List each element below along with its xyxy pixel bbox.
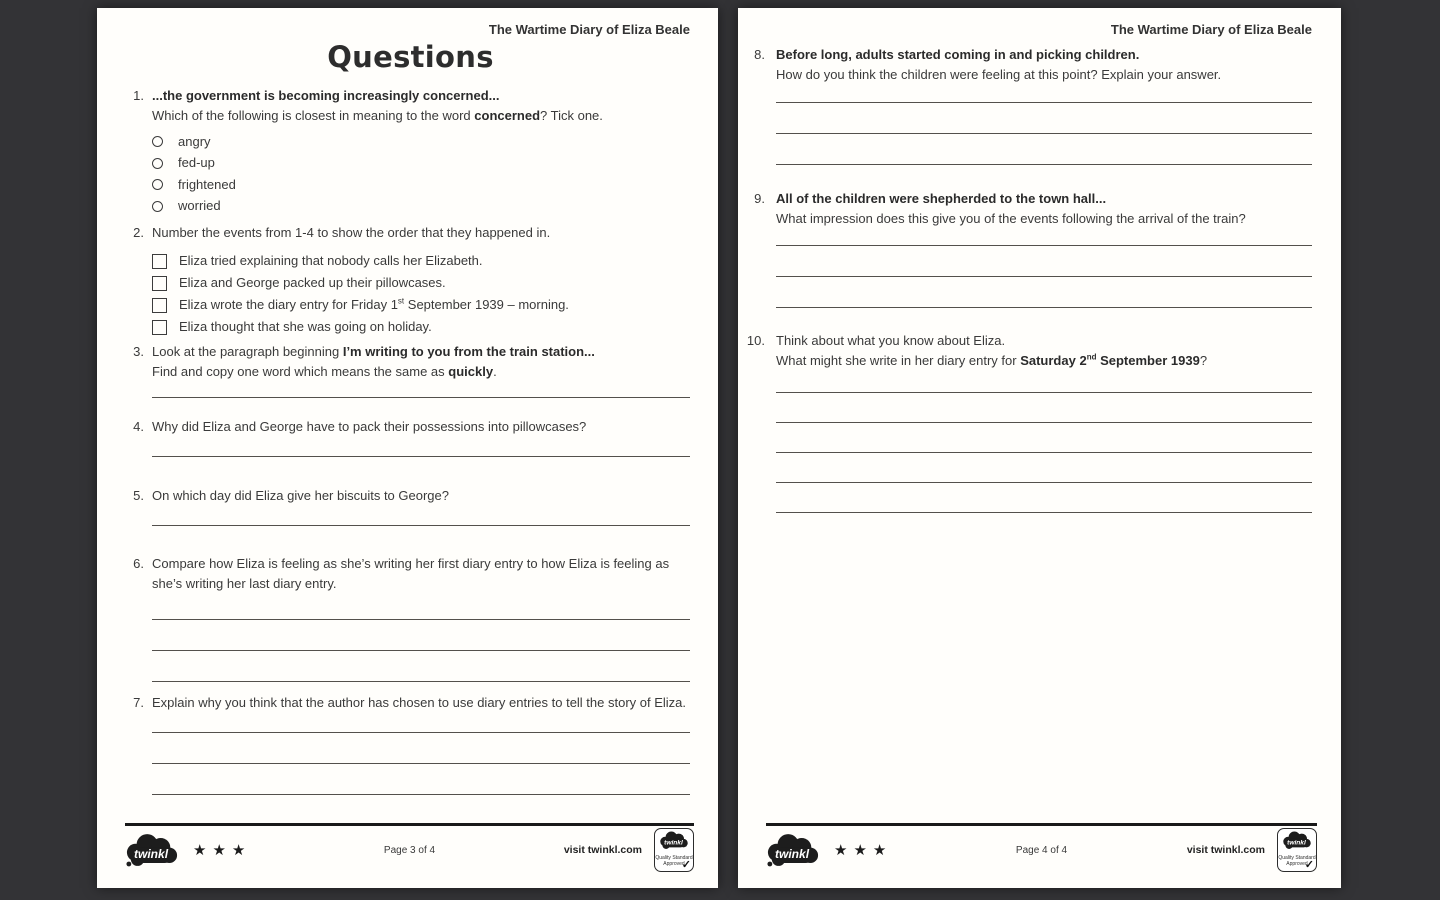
text-run-bold: Saturday 2nd September 1939 (1020, 352, 1200, 368)
answer-line[interactable] (776, 453, 1312, 483)
question-prompt: Compare how Eliza is feeling as she’s writing her first diary entry to how Eliza is feeling as she’s writing her last diary entry. (152, 556, 670, 591)
svg-text:twinkl: twinkl (1287, 839, 1306, 847)
twinkl-logo (766, 833, 820, 868)
text-run-bold: I’m writing to you from the train station... (342, 344, 595, 359)
order-item (152, 294, 690, 316)
answer-line[interactable] (152, 437, 690, 457)
question-number: 1. (133, 88, 144, 103)
order-item-label: Eliza tried explaining that nobody calls her Elizabeth. (179, 253, 483, 268)
order-item (152, 316, 690, 338)
radio-icon[interactable] (152, 201, 163, 212)
question-3 (131, 342, 690, 398)
question-prompt: On which day did Eliza give her biscuits to George? (152, 488, 449, 503)
radio-icon[interactable] (152, 136, 163, 147)
page-footer (125, 823, 694, 872)
quality-standard-badge (1277, 828, 1317, 872)
answer-line[interactable] (776, 85, 1312, 103)
question-10 (746, 331, 1312, 513)
answer-line[interactable] (776, 229, 1312, 246)
question-prompt (152, 362, 690, 382)
answer-line[interactable] (776, 103, 1312, 134)
question-number: 3. (133, 344, 144, 359)
order-item (152, 272, 690, 294)
question-quote: ...the government is becoming increasingly concerned... (152, 88, 500, 103)
option-label: worried (178, 198, 221, 214)
badge-text: Approved (1286, 861, 1308, 867)
text-run-bold: quickly (448, 364, 494, 379)
answer-line[interactable] (776, 483, 1312, 513)
page-number-label: Page 4 of 4 (1015, 844, 1068, 856)
question-quote: All of the children were shepherded to the town hall... (776, 191, 1107, 206)
order-number-box[interactable] (152, 320, 167, 335)
order-number-box[interactable] (152, 276, 167, 291)
visit-link: visit twinkl.com (1186, 844, 1265, 856)
question-9 (746, 189, 1312, 308)
quality-standard-badge (654, 828, 694, 872)
answer-line[interactable] (152, 620, 690, 651)
answer-line[interactable] (776, 423, 1312, 453)
document-header: The Wartime Diary of Eliza Beale (1110, 22, 1312, 37)
radio-icon[interactable] (152, 158, 163, 169)
checkmark-icon: ✓ (681, 859, 691, 871)
order-item-label: Eliza thought that she was going on holiday. (179, 319, 432, 334)
text-run-bold: concerned (474, 108, 541, 123)
document-header: The Wartime Diary of Eliza Beale (488, 22, 690, 37)
answer-line[interactable] (776, 246, 1312, 277)
question-prompt: Explain why you think that the author has chosen to use diary entries to tell the story of Eliza. (152, 695, 687, 710)
text-run: . (493, 364, 497, 379)
tick-option (152, 196, 690, 218)
tick-option (152, 131, 690, 153)
page-title: Questions (327, 40, 494, 74)
svg-text:twinkl: twinkl (774, 846, 810, 861)
tick-option (152, 153, 690, 175)
answer-line[interactable] (776, 371, 1312, 393)
question-quote: Before long, adults started coming in and picking children. (776, 47, 1140, 62)
svg-text:twinkl: twinkl (133, 846, 169, 861)
answer-line[interactable] (776, 134, 1312, 165)
text-run: ? Tick one. (540, 108, 603, 123)
question-number: 4. (133, 419, 144, 434)
question-1 (131, 86, 690, 217)
badge-text: Quality Standard (1278, 855, 1316, 861)
question-prompt: Why did Eliza and George have to pack their possessions into pillowcases? (152, 419, 587, 434)
star-rating: ★★★ (193, 842, 252, 859)
question-7 (131, 693, 690, 795)
worksheet-page-3 (97, 8, 718, 888)
question-number: 2. (133, 225, 144, 240)
page-footer (766, 823, 1317, 872)
answer-line[interactable] (152, 733, 690, 764)
answer-line[interactable] (152, 713, 690, 733)
answer-line[interactable] (152, 651, 690, 682)
order-item-label: Eliza wrote the diary entry for Friday 1st September 1939 – morning. (179, 296, 569, 312)
answer-line[interactable] (152, 594, 690, 620)
question-number: 6. (133, 556, 144, 571)
question-number: 8. (754, 47, 765, 62)
question-prompt (152, 342, 690, 362)
question-number: 10. (746, 333, 765, 348)
text-run: What might she write in her diary entry for (776, 353, 1021, 368)
question-4 (131, 417, 690, 457)
tick-options (152, 131, 690, 217)
worksheet-page-4 (738, 8, 1341, 888)
question-number: 5. (133, 488, 144, 503)
question-prompt: How do you think the children were feeling at this point? Explain your answer. (776, 67, 1222, 82)
checkmark-icon: ✓ (1304, 859, 1314, 871)
answer-line[interactable] (152, 506, 690, 526)
text-run: ? (1199, 353, 1208, 368)
star-rating: ★★★ (834, 842, 893, 859)
question-prompt (152, 106, 690, 126)
answer-line[interactable] (152, 764, 690, 795)
order-number-box[interactable] (152, 254, 167, 269)
question-prompt: Think about what you know about Eliza. (776, 333, 1006, 348)
order-item-label: Eliza and George packed up their pillowcases. (179, 275, 446, 290)
page-number-label: Page 3 of 4 (383, 844, 436, 856)
twinkl-logo-small (658, 831, 690, 850)
visit-link: visit twinkl.com (563, 844, 642, 856)
svg-text:twinkl: twinkl (664, 839, 683, 847)
radio-icon[interactable] (152, 179, 163, 190)
question-number: 7. (133, 695, 144, 710)
question-prompt: What impression does this give you of the events following the arrival of the train? (776, 211, 1246, 226)
text-run: Look at the paragraph beginning (152, 344, 343, 359)
question-number: 9. (754, 191, 765, 206)
option-label: angry (178, 133, 211, 149)
question-8 (746, 45, 1312, 165)
answer-line[interactable] (152, 382, 690, 398)
order-item (152, 250, 690, 272)
tick-option (152, 174, 690, 196)
answer-line[interactable] (776, 393, 1312, 423)
option-label: frightened (178, 176, 236, 192)
question-6 (131, 554, 690, 682)
text-run: Find and copy one word which means the same as (152, 364, 449, 379)
question-prompt (776, 351, 1312, 371)
answer-line[interactable] (776, 277, 1312, 308)
twinkl-logo (125, 833, 179, 868)
question-2 (131, 223, 690, 338)
order-number-box[interactable] (152, 298, 167, 313)
text-run: Which of the following is closest in meaning to the word (152, 108, 475, 123)
twinkl-logo-small (1281, 831, 1313, 850)
badge-text: Quality Standard (655, 855, 693, 861)
question-prompt: Number the events from 1-4 to show the order that they happened in. (152, 225, 551, 240)
option-label: fed-up (178, 155, 215, 171)
badge-text: Approved (663, 861, 685, 867)
order-items (152, 250, 690, 338)
question-5 (131, 486, 690, 526)
